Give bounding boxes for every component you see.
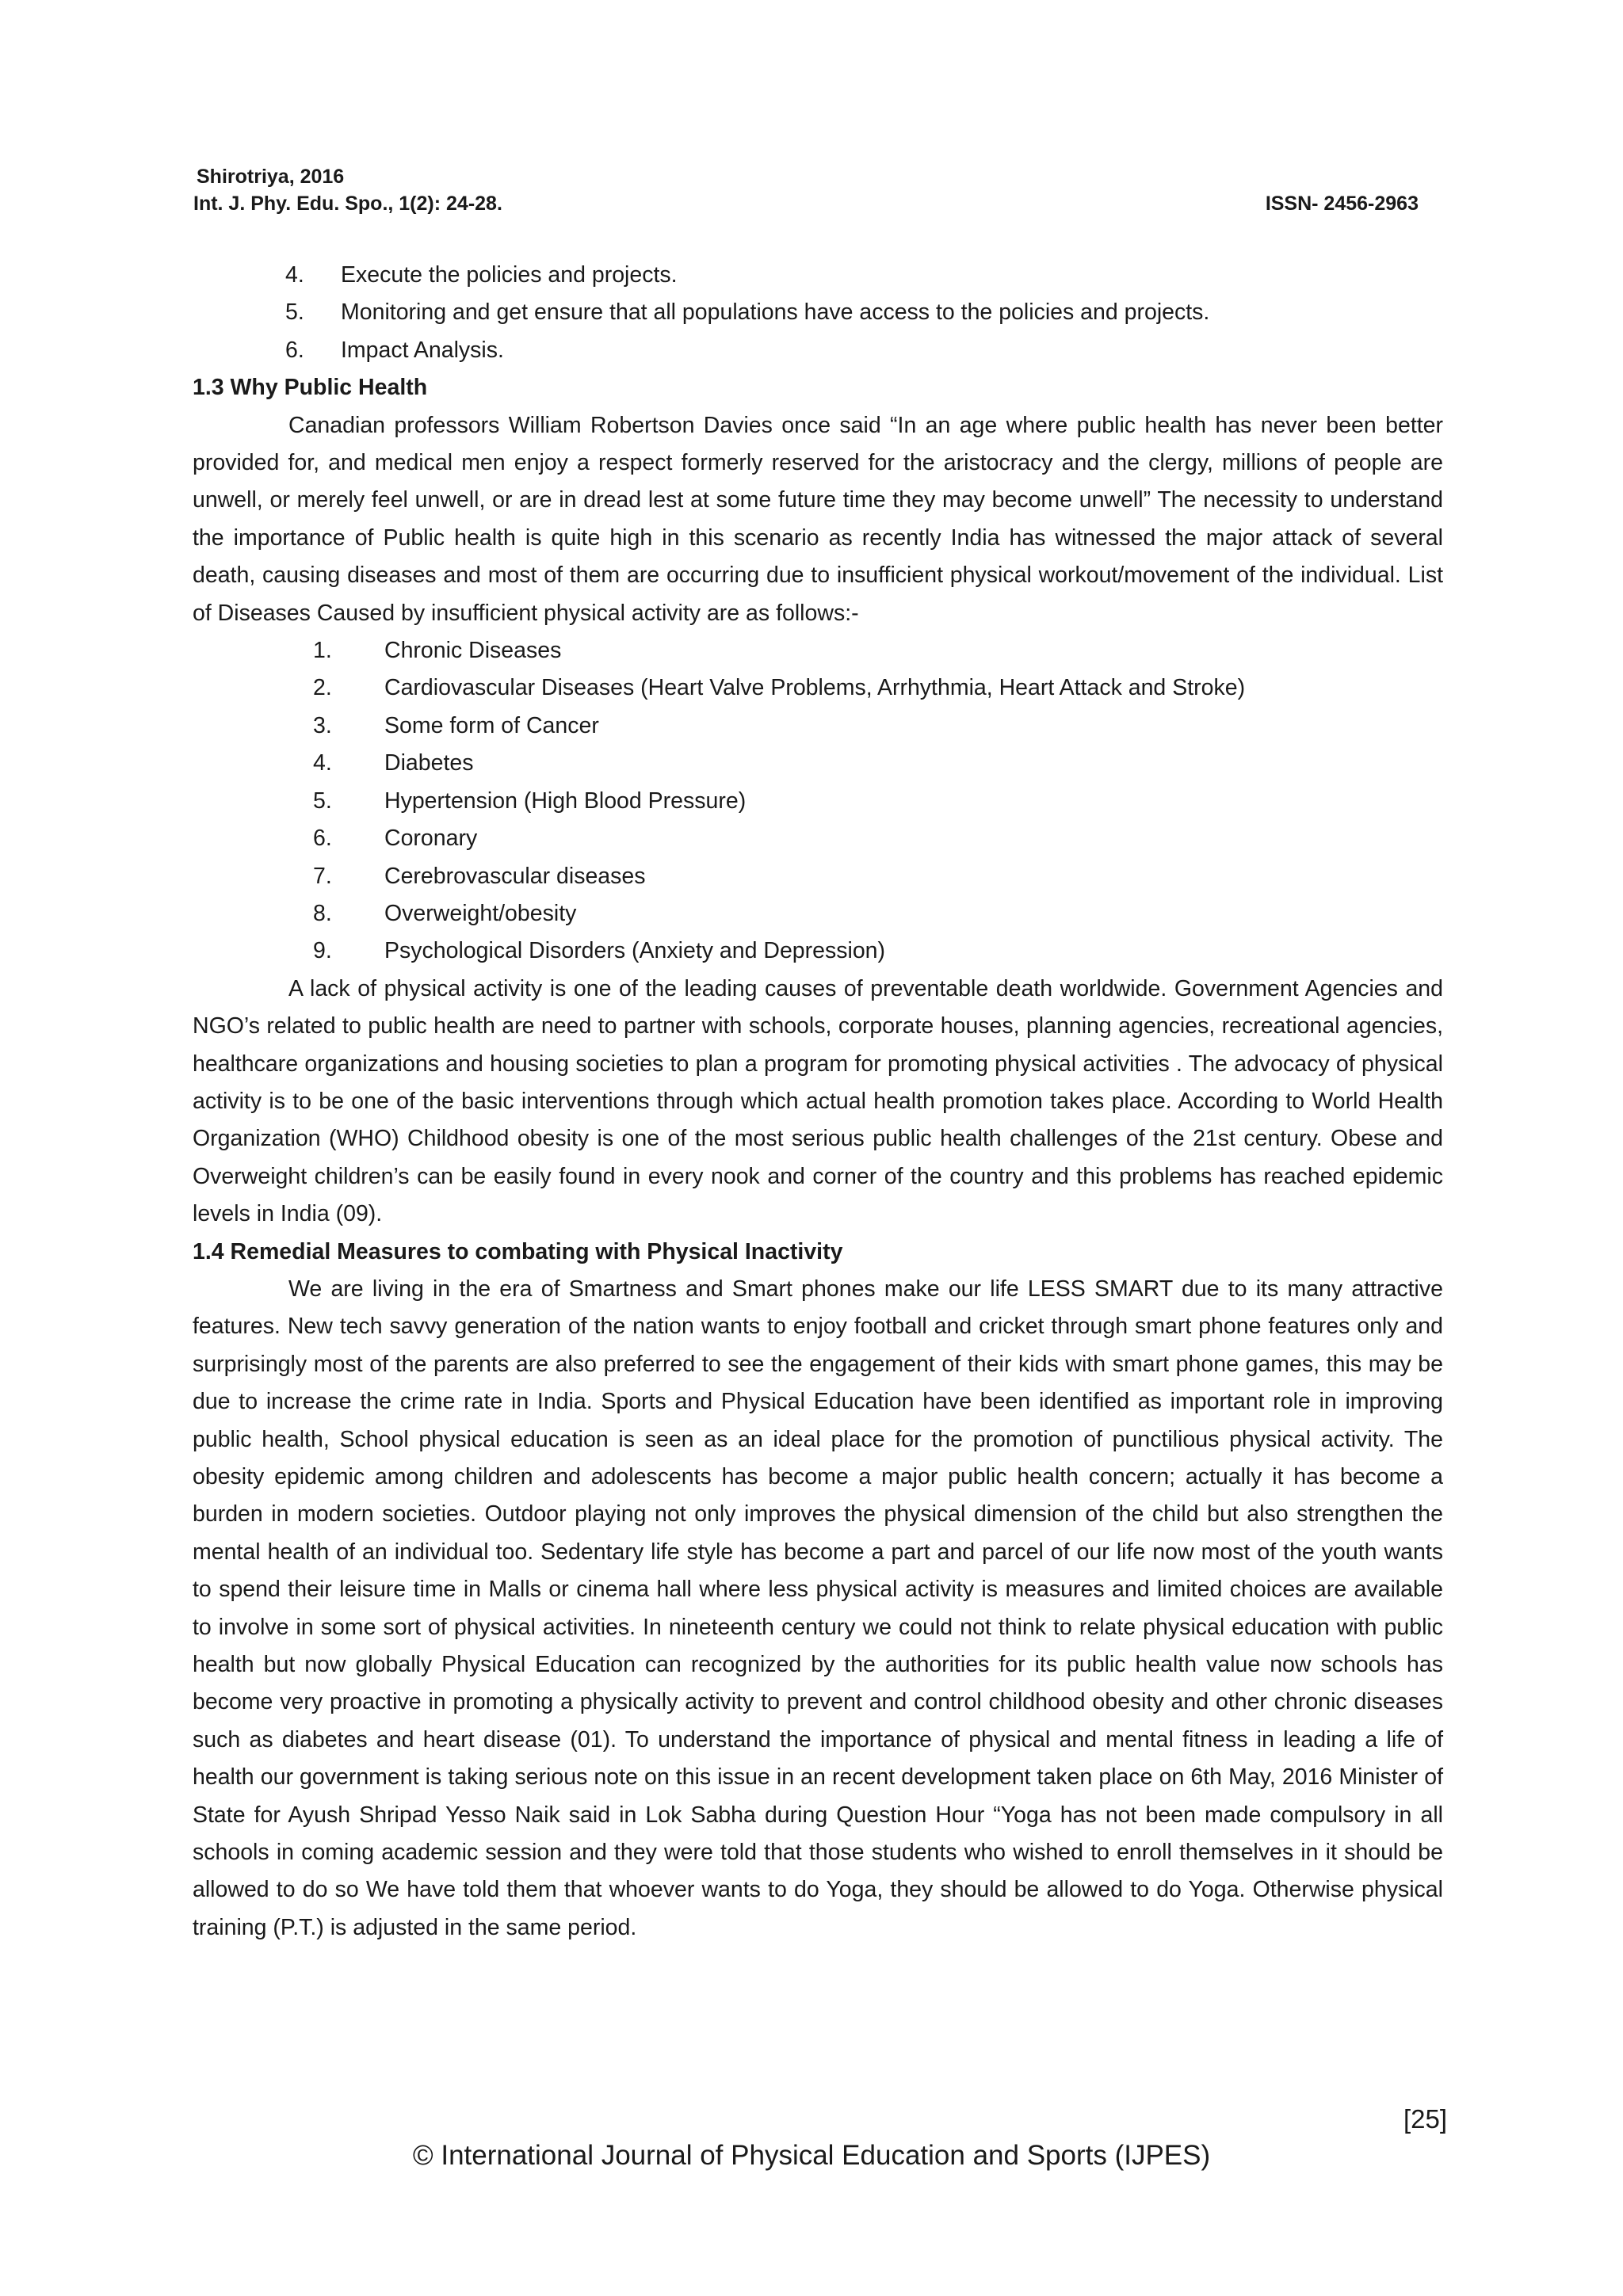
list-item-text: Impact Analysis. (341, 337, 504, 363)
page-content (193, 257, 1443, 1947)
diseases-list (193, 632, 1443, 971)
list-item-text: Hypertension (High Blood Pressure) (384, 788, 747, 814)
list-item-text: Coronary (384, 826, 478, 852)
list-item-number: 8. (313, 900, 332, 926)
list-item (313, 783, 1443, 820)
header-citation: Int. J. Phy. Edu. Spo., 1(2): 24-28. (193, 193, 502, 215)
list-item-text: Cardiovascular Diseases (Heart Valve Problems, Arrhythmia, Heart Attack and Stroke) (384, 675, 1246, 701)
list-item-text: Monitoring and get ensure that all populations have access to the policies and projects. (341, 299, 1210, 326)
footer-copyright: © International Journal of Physical Education and Sports (IJPES) (412, 2140, 1211, 2171)
list-item-text: Psychological Disorders (Anxiety and Depression) (384, 938, 886, 964)
list-item-text: Overweight/obesity (384, 900, 577, 926)
list-item (313, 820, 1443, 857)
running-header (193, 163, 1419, 217)
list-item-text: Some form of Cancer (384, 712, 599, 738)
section-1-4-paragraph: We are living in the era of Smartness and Smart phones make our life LESS SMART due to its many attractive features. New tech savvy generation of the nation wants to enjoy football and cricket through smart phone features only and surprisingly most of the parents are also preferred to see the engagement of their kids with smart phone games, this may be due to increase the crime rate in India. Sports and Physical Education have been identified as important role in improving public health, School physical education is seen as an ideal place for the promotion of punctilious physical activity. The obesity epidemic among children and adolescents has become a major public health concern; actually it has become a burden in modern societies. Outdoor playing not only improves the physical dimension of the child but also strengthen the mental health of an individual too. Sedentary life style has become a part and parcel of our life now most of the youth wants to spend their leisure time in Malls or cinema hall where less physical activity is measures and limited choices are available to involve in some sort of physical activities. In nineteenth century we could not think to relate physical education with public health but now globally Physical Education can recognized by the authorities for its public health value now schools has become very proactive in promoting a physically activity to prevent and control childhood obesity and other chronic diseases such as diabetes and heart disease (01). To understand the importance of physical and mental fitness in leading a life of health our government is taking serious note on this issue in an recent development taken place on 6th May, 2016 Minister of State for Ayush Shripad Yesso Naik said in Lok Sabha during Question Hour “Yoga has not been made compulsory in all schools in coming academic session and they were told that those students who wished to enroll themselves in it should be allowed to do so We have told them that whoever wants to do Yoga, they should be allowed to do Yoga. Otherwise physical training (P.T.) is adjusted in the same period. (193, 1276, 1443, 1940)
list-item-text: Chronic Diseases (384, 638, 562, 664)
list-item-number: 6. (285, 337, 304, 363)
list-item (313, 632, 1443, 669)
list-item (313, 933, 1443, 970)
list-item (285, 294, 1443, 331)
section-1-3-paragraph-2: A lack of physical activity is one of the leading causes of preventable death worldwide. Government Agencies and NGO’s related to public health are need to partner with schools, corporate houses, planning agencies, recreational agencies, healthcare organizations and housing societies to plan a program for promoting physical activities . The advocacy of physical activity is to be one of the basic interventions through which actual health promotion takes place. According to World Health Organization (WHO) Childhood obesity is one of the most serious public health challenges of the 21st century. Obese and Overweight children’s can be easily found in every nook and corner of the country and this problems has reached epidemic levels in India (09). (193, 975, 1443, 1227)
header-issn: ISSN- 2456-2963 (1265, 193, 1419, 215)
list-item-number: 6. (313, 826, 332, 852)
list-item (313, 895, 1443, 933)
header-author-year: Shirotriya, 2016 (197, 166, 345, 188)
list-item-number: 5. (285, 299, 304, 326)
list-item (313, 745, 1443, 782)
header-row (193, 190, 1419, 217)
list-item-number: 7. (313, 863, 332, 889)
section-heading-1-3: 1.3 Why Public Health (193, 375, 428, 401)
steps-list (193, 257, 1443, 369)
list-item (313, 707, 1443, 745)
list-item-text: Execute the policies and projects. (341, 262, 678, 288)
list-item-number: 5. (313, 788, 332, 814)
list-item (285, 332, 1443, 369)
page-number: [25] (1403, 2104, 1447, 2134)
list-item-text: Cerebrovascular diseases (384, 863, 646, 889)
list-item (285, 257, 1443, 294)
section-1-3-paragraph-1: Canadian professors William Robertson Davies once said “In an age where public health has never been better provided for, and medical men enjoy a respect formerly reserved for the aristocracy and the clergy, millions of people are unwell, or merely feel unwell, or are in dread lest at some future time they may become unwell” The necessity to understand the importance of Public health is quite high in this scenario as recently India has witnessed the major attack of several death, causing diseases and most of them are occurring due to insufficient physical workout/movement of the individual. List of Diseases Caused by insufficient physical activity are as follows:- (193, 412, 1443, 626)
list-item-number: 4. (285, 262, 304, 288)
list-item-text: Diabetes (384, 750, 474, 776)
list-item-number: 4. (313, 750, 332, 776)
list-item-number: 3. (313, 712, 332, 738)
list-item-number: 1. (313, 638, 332, 664)
section-heading-1-4: 1.4 Remedial Measures to combating with Physical Inactivity (193, 1238, 843, 1264)
list-item-number: 9. (313, 938, 332, 964)
list-item-number: 2. (313, 675, 332, 701)
list-item (313, 669, 1443, 707)
list-item (313, 858, 1443, 895)
